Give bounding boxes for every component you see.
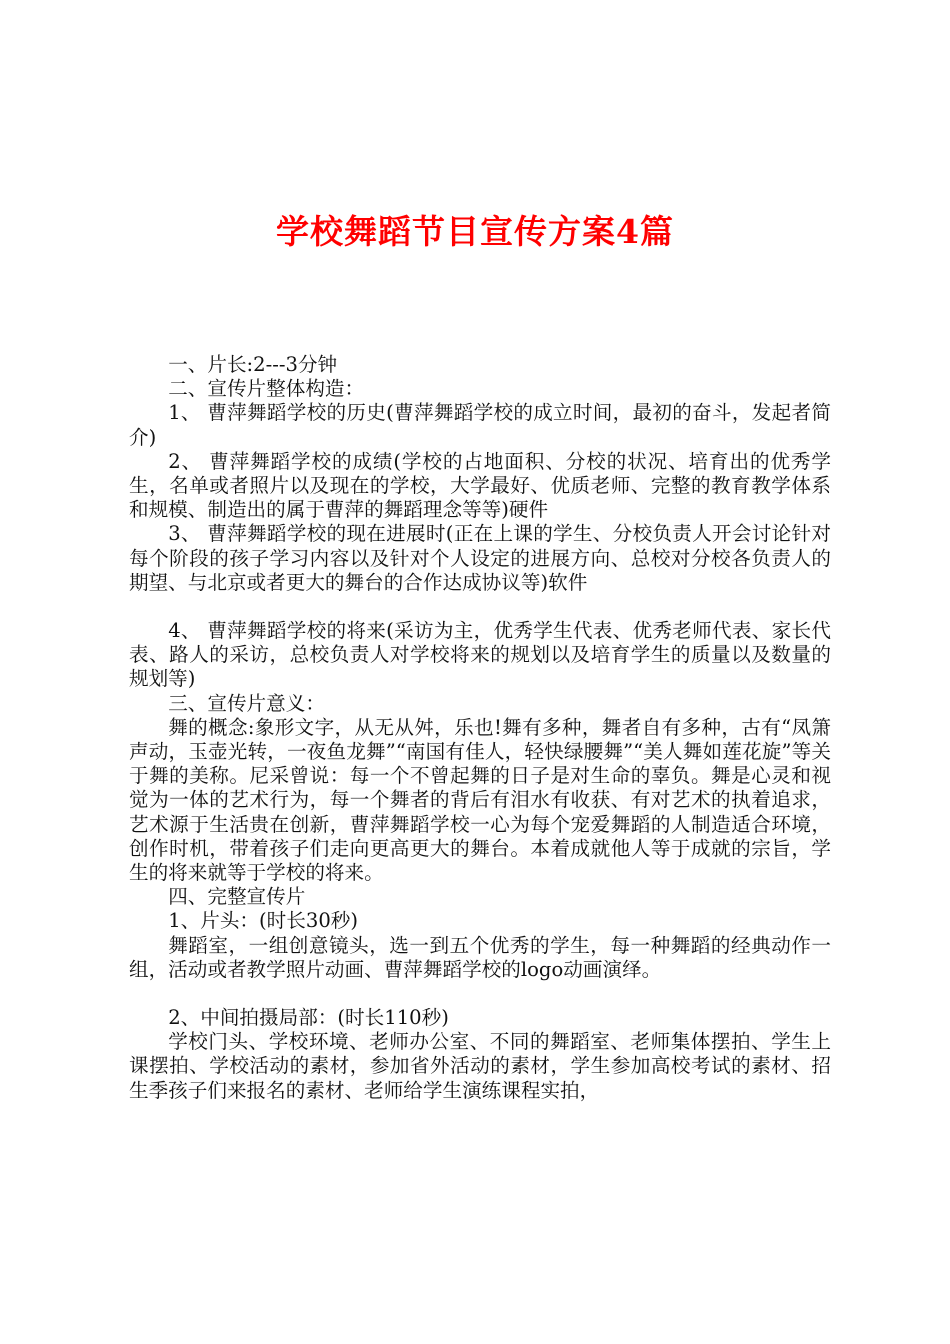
paragraph: 一、片长:2---3分钟 [168,353,338,376]
paragraph: 学校门头、学校环境、老师办公室、不同的舞蹈室、老师集体摆拍、学生上课摆拍、学校活动的素材，参加省外活动的素材，学生参加高校考试的素材、招生季孩子们来报名的素材、老师给学生演练课程实拍， [129,1030,831,1102]
paragraph: 舞的概念:象形文字，从无从舛，乐也!舞有多种，舞者自有多种，古有“凤箫声动，玉壶光转，一夜鱼龙舞”“南国有佳人，轻快绿腰舞”“美人舞如莲花旋”等关于舞的美称。尼采曾说：每一个不曾起舞的日子是对生命的辜负。舞是心灵和视觉为一体的艺术行为，每一个舞者的背后有泪水有收获、有对艺术的执着追求，艺术源于生活贵在创新，曹萍舞蹈学校一心为每个宠爱舞蹈的人制造适合环境，创作时机，带着孩子们走向更高更大的舞台。本着成就他人等于成就的宗旨，学生的将来就等于学校的将来。 [129,715,831,885]
paragraph: 3、 曹萍舞蹈学校的现在进展时(正在上课的学生、分校负责人开会讨论针对每个阶段的孩子学习内容以及针对个人设定的进展方向、总校对分校各负责人的期望、与北京或者更大的舞台的合作达成协议等)软件 [129,522,831,594]
paragraph: 1、 曹萍舞蹈学校的历史(曹萍舞蹈学校的成立时间，最初的奋斗，发起者简介) [129,401,831,449]
paragraph: 二、宣传片整体构造： [168,377,365,401]
document-body [129,353,831,1103]
page-title: 学校舞蹈节目宣传方案4篇 [276,212,674,251]
paragraph: 2、 曹萍舞蹈学校的成绩(学校的占地面积、分校的状况、培育出的优秀学生，名单或者照片以及现在的学校，大学最好、优质老师、完整的教育教学体系和规模、制造出的属于曹萍的舞蹈理念等等)硬件 [129,449,831,522]
paragraph: 2、中间拍摄局部：(时长110秒) [168,1006,449,1030]
paragraph: 四、完整宣传片 [168,885,306,909]
paragraph: 4、 曹萍舞蹈学校的将来(采访为主，优秀学生代表、优秀老师代表、家长代表、路人的采访，总校负责人对学校将来的规划以及培育学生的质量以及数量的规划等) [129,619,831,691]
paragraph: 三、宣传片意义： [168,691,325,715]
paragraph: 1、片头：(时长30秒) [168,909,359,933]
paragraph: 舞蹈室，一组创意镜头，选一到五个优秀的学生，每一种舞蹈的经典动作一组，活动或者教学照片动画、曹萍舞蹈学校的logo动画演绎。 [129,933,831,981]
